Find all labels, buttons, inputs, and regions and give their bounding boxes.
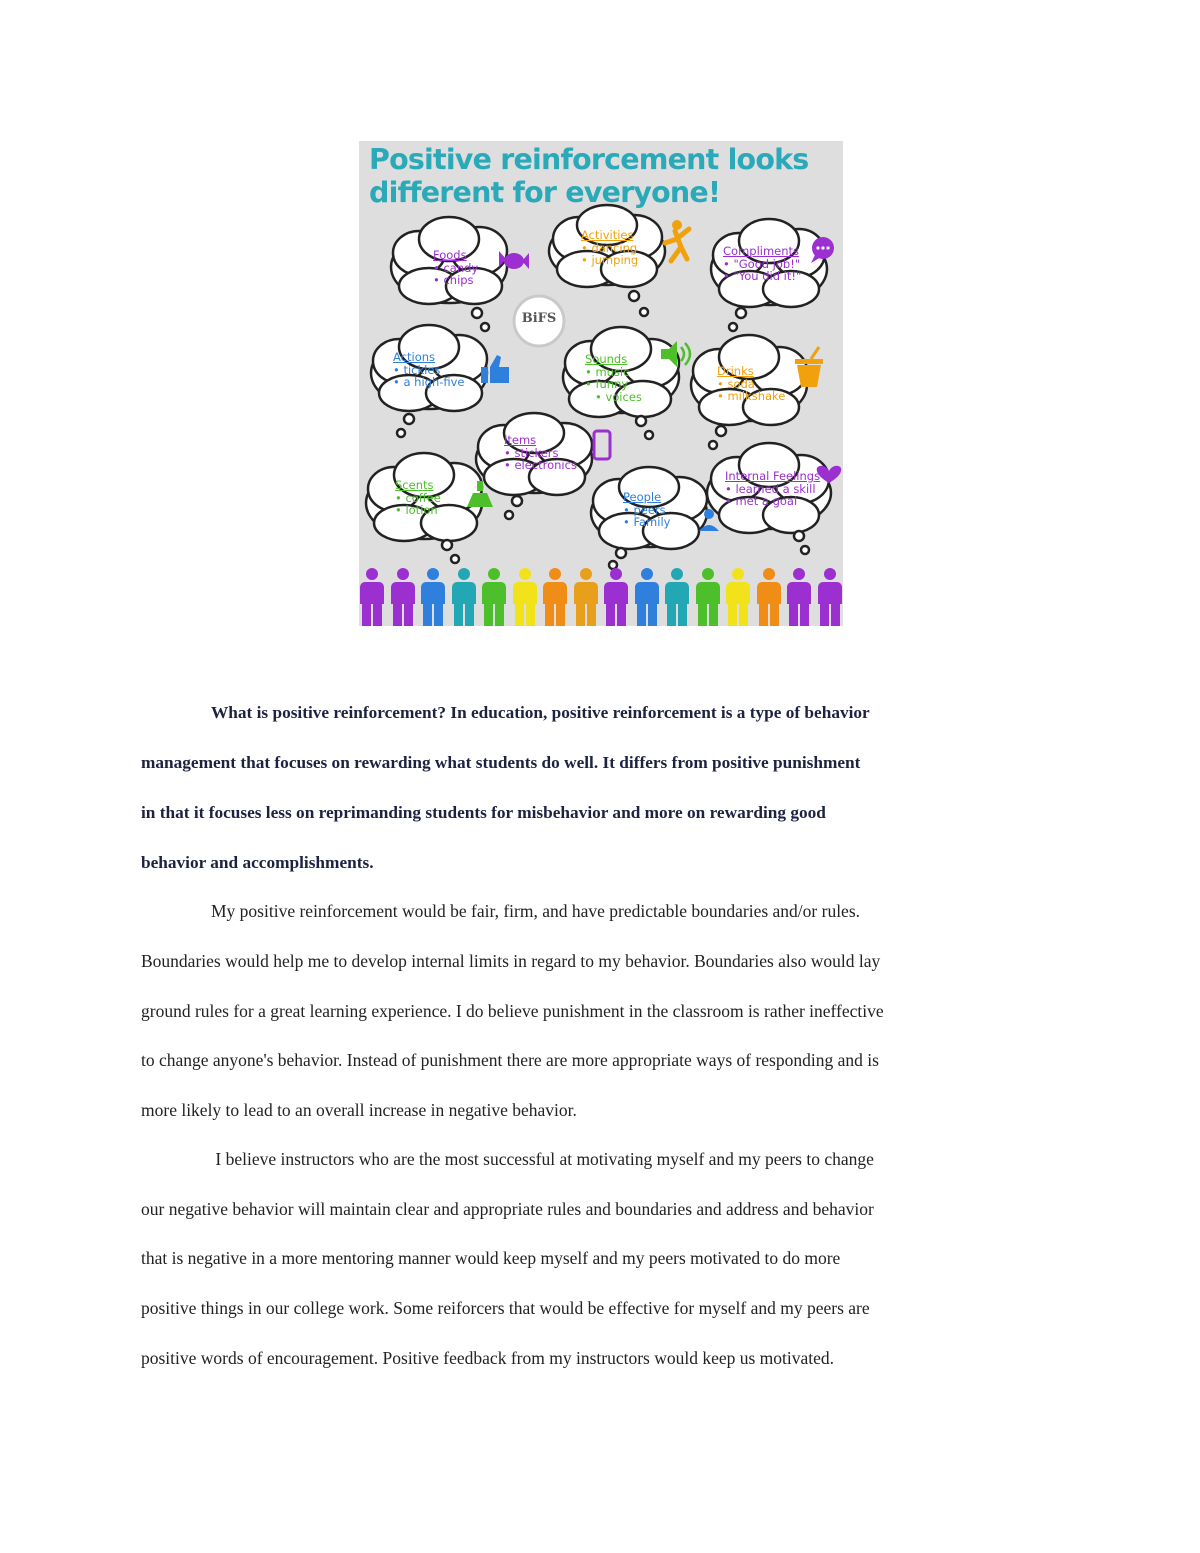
bifs-logo-text: BiFS <box>521 311 557 326</box>
paragraph-line: that is negative in a more mentoring manner would keep myself and my peers motivated to do more <box>141 1248 841 1268</box>
bubble-people-item: • Family <box>623 516 670 529</box>
paragraph-line: What is positive reinforcement? In education, positive reinforcement is a type of behavior <box>211 703 870 722</box>
person-figure <box>787 568 811 626</box>
people-row <box>359 568 843 626</box>
person-figure <box>635 568 659 626</box>
paragraph-line: behavior and accomplishments. <box>141 853 374 872</box>
bubble-internal-title: Internal Feelings <box>725 469 821 483</box>
bubble-activities <box>581 229 638 267</box>
bubble-items-item: • stickers <box>504 447 577 460</box>
infographic-title-line1: Positive reinforcement looks <box>369 143 809 176</box>
paragraph-line: positive things in our college work. Some reiforcers that would be effective for myself and my peers are <box>141 1298 870 1318</box>
bubble-people <box>623 491 670 529</box>
bubble-sounds-title: Sounds <box>585 352 628 366</box>
bubble-activities-item: • jumping <box>581 254 638 267</box>
bubble-items-title: Items <box>504 433 537 447</box>
bubble-sounds-item: • music <box>585 366 642 379</box>
phone-icon <box>594 431 610 459</box>
infographic-image <box>359 141 843 626</box>
bubble-internal-feelings <box>725 470 820 508</box>
paragraph-line: Boundaries would help me to develop internal limits in regard to my behavior. Boundaries also would lay <box>141 951 881 971</box>
bubble-compliments-title: Compliments <box>723 244 800 258</box>
bubble-sounds-item: • voices <box>585 391 642 404</box>
bubble-items <box>504 434 577 472</box>
bubble-compliments <box>723 245 801 283</box>
person-figure <box>818 568 842 626</box>
person-figure <box>391 568 415 626</box>
dancer-icon <box>665 220 689 261</box>
bubble-drinks-item: • soda <box>717 378 785 391</box>
bubble-drinks <box>717 365 785 403</box>
bubble-compliments-item: • "Good job!" <box>723 258 801 271</box>
bubble-internal-item: • learned a skill <box>725 483 820 496</box>
person-figure <box>757 568 781 626</box>
person-figure <box>360 568 384 626</box>
bubble-items-item: • electronics <box>504 459 577 472</box>
bubble-sounds <box>585 353 642 403</box>
person-figure <box>482 568 506 626</box>
bubble-internal-item: • met a goal <box>725 495 820 508</box>
bubble-drinks-title: Drinks <box>717 364 754 378</box>
person-figure <box>513 568 537 626</box>
paragraph-line: I believe instructors who are the most successful at motivating myself and my peers to change <box>211 1149 874 1169</box>
infographic-title-line2: different for everyone! <box>369 176 721 209</box>
bubble-sounds-item: • funny <box>585 378 642 391</box>
bubble-scents-item: • lotion <box>395 504 441 517</box>
bubble-compliments-item: • "You did it!" <box>723 270 801 283</box>
bubble-people-item: • peers <box>623 504 670 517</box>
person-figure <box>726 568 750 626</box>
bubble-drinks-item: • milkshake <box>717 390 785 403</box>
paragraph-line: management that focuses on rewarding what students do well. It differs from positive punishment <box>141 753 861 772</box>
paragraph-line: ground rules for a great learning experience. I do believe punishment in the classroom is rather ineffective <box>141 1001 884 1021</box>
bubble-scents-title: Scents <box>395 478 434 492</box>
bubble-foods <box>433 249 478 287</box>
infographic-title <box>369 143 839 209</box>
paragraph-line: positive words of encouragement. Positive feedback from my instructors would keep us motivated. <box>141 1348 835 1368</box>
paragraph-line: in that it focuses less on reprimanding students for misbehavior and more on rewarding good <box>141 803 826 822</box>
bubble-people-title: People <box>623 490 662 504</box>
person-figure <box>696 568 720 626</box>
bubble-foods-item: • candy <box>433 262 478 275</box>
person-figure <box>543 568 567 626</box>
paragraph-line: to change anyone's behavior. Instead of punishment there are more appropriate ways of responding and is <box>141 1050 879 1070</box>
paragraph-line: our negative behavior will maintain clear and appropriate rules and boundaries and address and behavior <box>141 1199 874 1219</box>
paragraph-line: more likely to lead to an overall increase in negative behavior. <box>141 1100 577 1120</box>
person-figure <box>604 568 628 626</box>
bubble-scents <box>395 479 441 517</box>
bubble-actions <box>393 351 465 389</box>
paragraph-line: My positive reinforcement would be fair, firm, and have predictable boundaries and/or rules. <box>211 901 861 921</box>
person-figure <box>665 568 689 626</box>
bubble-activities-item: • dancing <box>581 242 638 255</box>
bubble-activities-title: Activities <box>581 228 634 242</box>
bubble-foods-item: • chips <box>433 274 478 287</box>
bubble-actions-title: Actions <box>393 350 436 364</box>
bubble-scents-item: • coffee <box>395 492 441 505</box>
bubble-foods-title: Foods <box>433 248 467 262</box>
person-figure <box>421 568 445 626</box>
bubble-actions-item: • a high-five <box>393 376 465 389</box>
bubble-actions-item: • tickles <box>393 364 465 377</box>
person-figure <box>452 568 476 626</box>
person-figure <box>574 568 598 626</box>
